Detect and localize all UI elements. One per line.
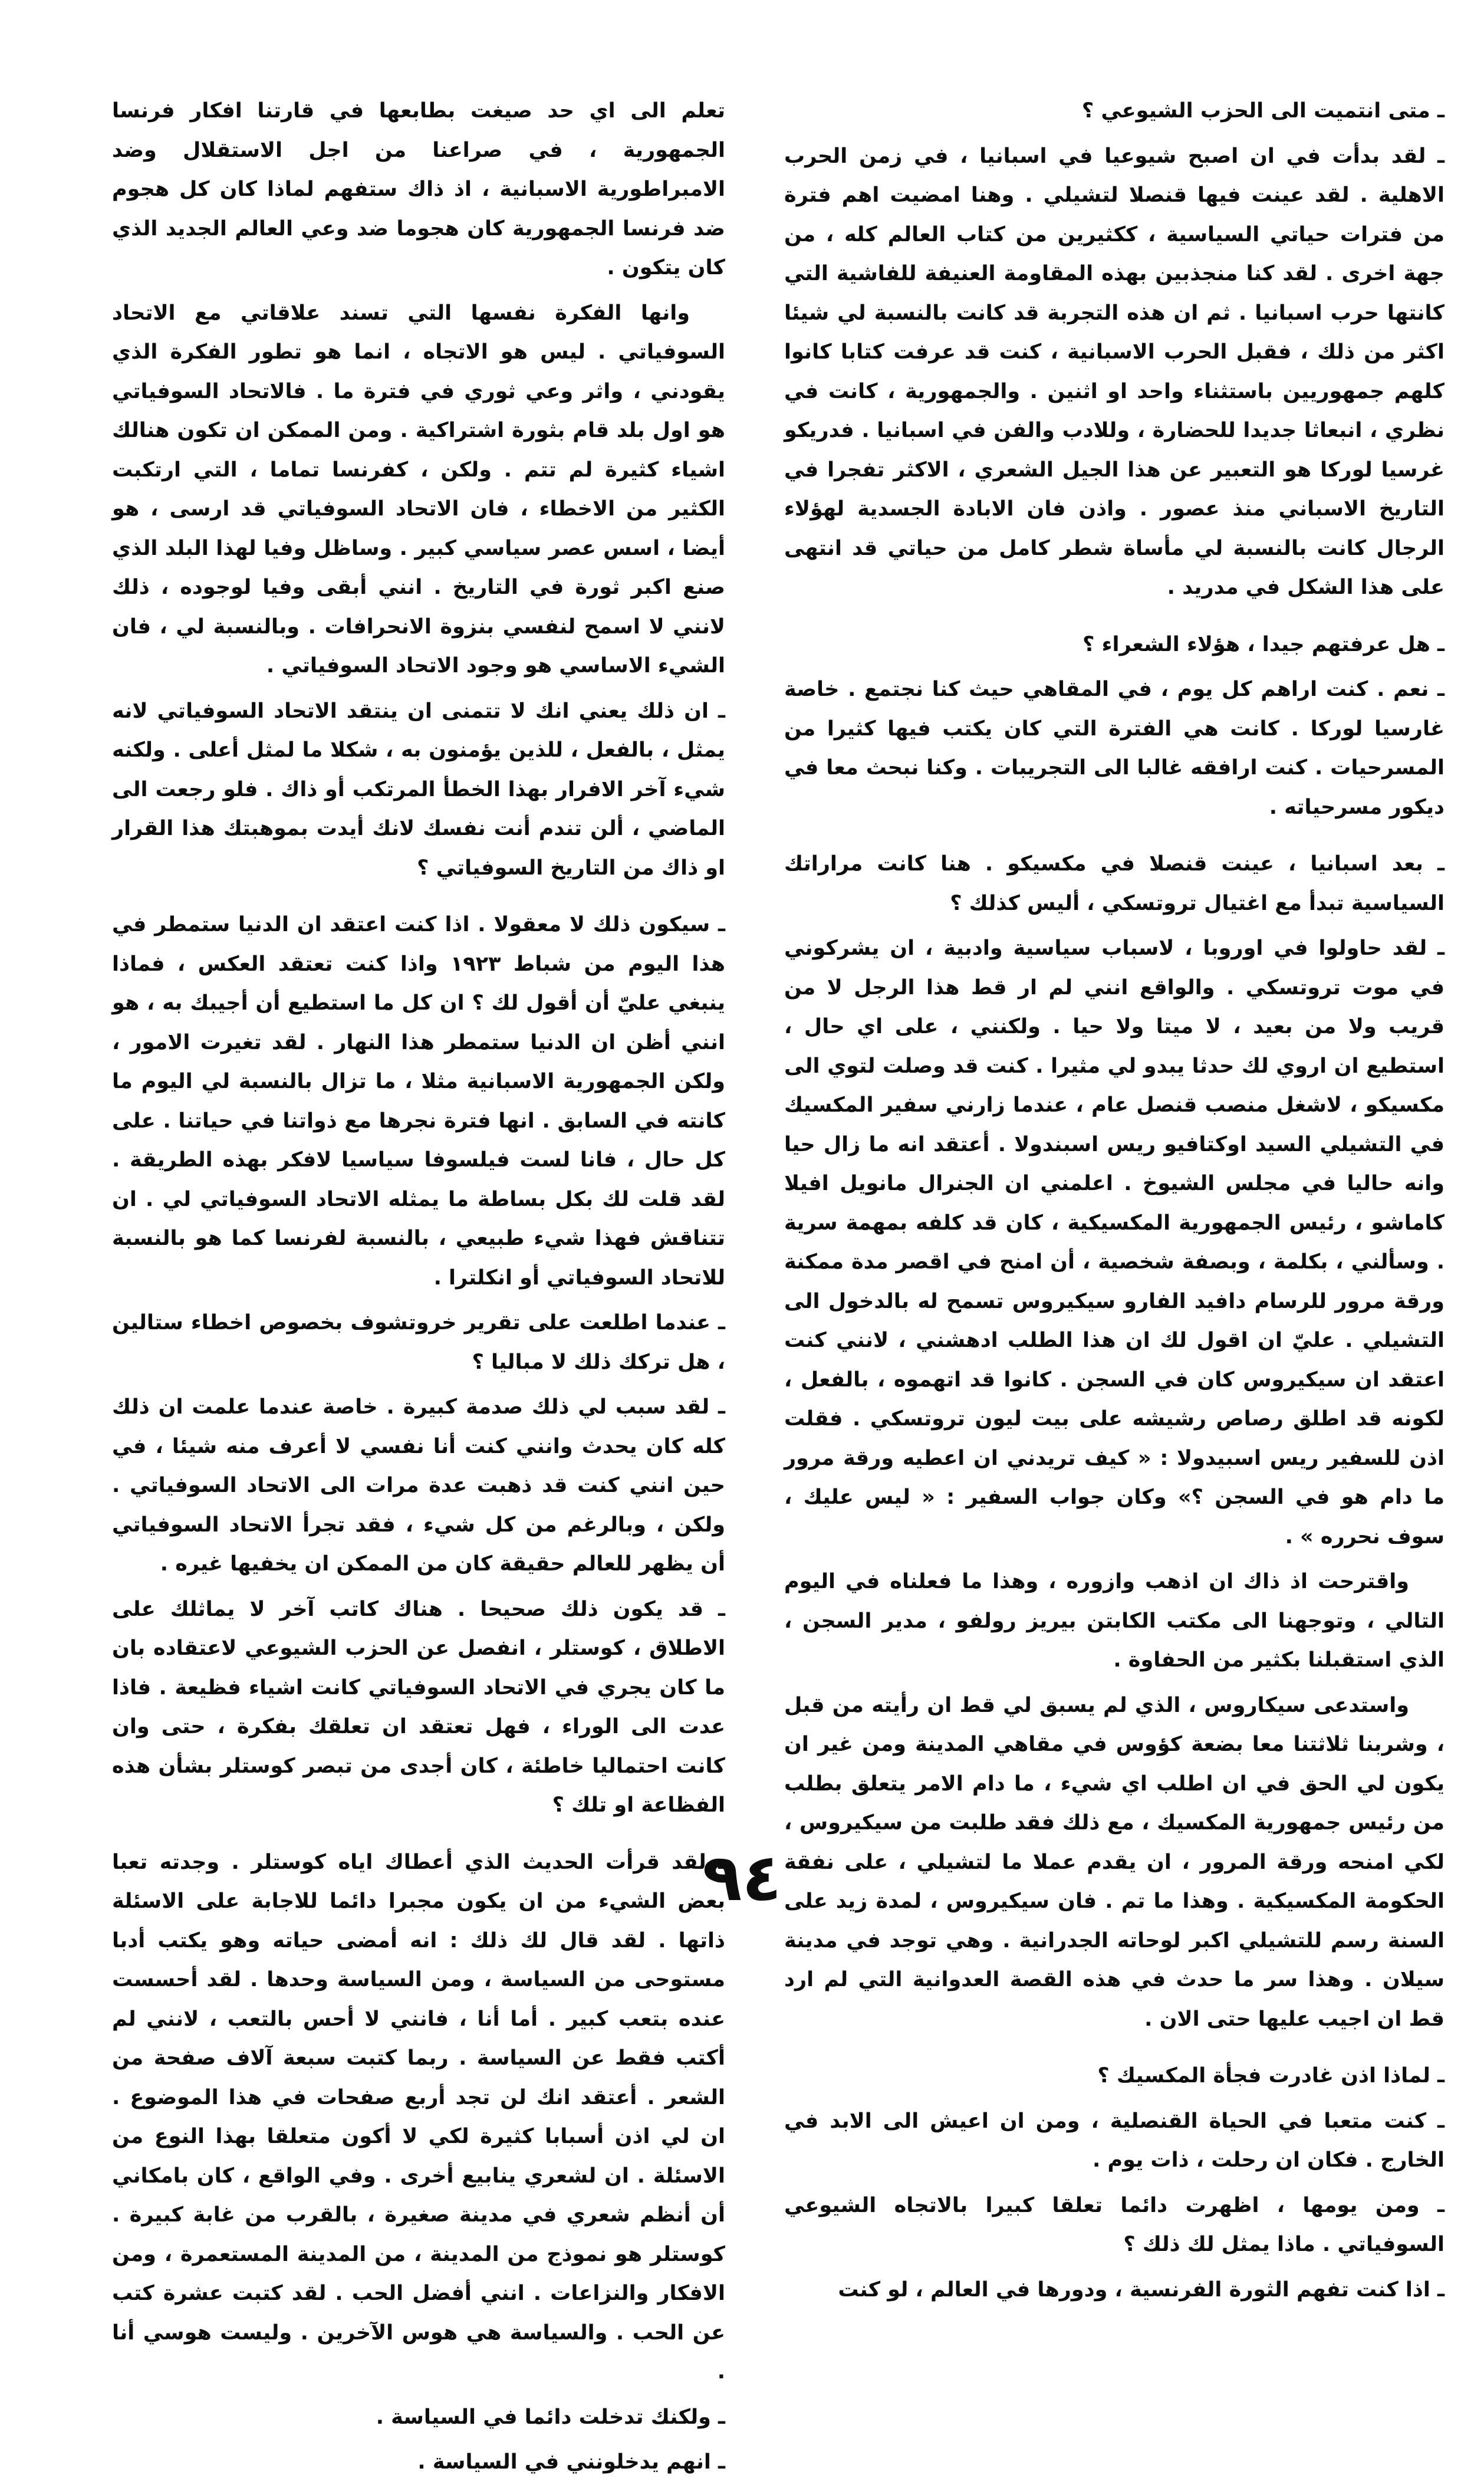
left-column xyxy=(112,91,725,2488)
interview-paragraph: ـ لقد سبب لي ذلك صدمة كبيرة . خاصة عندما علمت ان ذلك كله كان يحدث وانني كنت أنا نفسي لا أعرف منه شيئا ، في حين انني كنت قد ذهبت عدة مرات الى الاتحاد السوفياتي . ولكن ، وبالرغم من كل شيء ، فقد تجرأ الاتحاد السوفياتي أن يظهر للعالم حقيقة كان من الممكن ان يخفيها غيره . xyxy=(112,1395,725,1576)
interview-paragraph: ـ اذا كنت تفهم الثورة الفرنسية ، ودورها في العالم ، لو كنت xyxy=(838,2277,1444,2302)
interview-paragraph: ـ بعد اسبانيا ، عينت قنصلا في مكسيكو . هنا كانت مراراتك السياسية تبدأ مع اغتيال تروتسكي ، أليس كذلك ؟ xyxy=(784,852,1444,915)
interview-paragraph: ـ قد يكون ذلك صحيحا . هناك كاتب آخر لا يماثلك على الاطلاق ، كوستلر ، انفصل عن الحزب الشيوعي لاعتقاده بان ما كان يجري في الاتحاد السوفياتي كانت اشياء فظيعة . فاذا عدت الى الوراء ، فهل تعتقد ان تعلقك بفكرة ، حتى وان كانت احتماليا خاطئة ، كان أجدى من تبصر كوستلر بشأن هذه الفظاعة او تلك ؟ xyxy=(112,1597,725,1817)
interview-paragraph: وانها الفكرة نفسها التي تسند علاقاتي مع الاتحاد السوفياتي . ليس هو الاتجاه ، انما هو تطور الفكرة الذي يقودني ، واثر وعي ثوري في فترة ما . فالاتحاد السوفياتي هو اول بلد قام بثورة اشتراكية . ومن الممكن ان تكون هنالك اشياء كثيرة لم تتم . ولكن ، كفرنسا تماما ، التي ارتكبت الكثير من الاخطاء ، فان الاتحاد السوفياتي قد ارسى ، هو أيضا ، اسس عصر سياسي كبير . وساظل وفيا لهذا البلد الذي صنع اكبر ثورة في التاريخ . انني أبقى وفيا لوجوده ، ذلك لانني لا اسمح لنفسي بنزوة الانحرافات . وبالنسبة لي ، فان الشيء الاساسي هو وجود الاتحاد السوفياتي . xyxy=(112,301,725,678)
right-column xyxy=(784,91,1444,2315)
interview-paragraph: ـ كنت متعبا في الحياة القنصلية ، ومن ان اعيش الى الابد في الخارج . فكان ان رحلت ، ذات يوم . xyxy=(784,2109,1444,2172)
interview-paragraph: ـ ان ذلك يعني انك لا تتمنى ان ينتقد الاتحاد السوفياتي لانه يمثل ، بالفعل ، للذين يؤمنون به ، شكلا ما لمثل أعلى . ولكنه شيء آخر الافرار بهذا الخطأ المرتكب أو ذاك . فلو رجعت الى الماضي ، ألن تندم أنت نفسك لانك أيدت بموهبتك هذا القرار او ذاك من التاريخ السوفياتي ؟ xyxy=(112,699,725,880)
interview-paragraph: ـ ومن يومها ، اظهرت دائما تعلقا كبيرا بالاتجاه الشيوعي السوفياتي . ماذا يمثل لك ذلك ؟ xyxy=(784,2193,1444,2256)
interview-paragraph: ـ ولكنك تدخلت دائما في السياسة . xyxy=(376,2405,725,2429)
page-number: ٩٤ xyxy=(702,1840,782,1915)
interview-paragraph: ـ نعم . كنت اراهم كل يوم ، في المقاهي حيث كنا نجتمع . خاصة غارسيا لوركا . كانت هي الفترة التي كان يكتب فيها كثيرا من المسرحيات . كنت ارافقه غالبا الى التجريبات . وكنا نبحث معا في ديكور مسرحياته . xyxy=(784,678,1444,819)
interview-paragraph: واقترحت اذ ذاك ان اذهب وازوره ، وهذا ما فعلناه في اليوم التالي ، وتوجهنا الى مكتب الكابتن بيريز رولفو ، مدير السجن ، الذي استقبلنا بكثير من الحفاوة . xyxy=(784,1570,1444,1672)
interview-paragraph: ـ لقد قرأت الحديث الذي أعطاك اياه كوستلر . وجدته تعبا بعض الشيء من ان يكون مجبرا دائما للاجابة على الاسئلة ذاتها . لقد قال لك ذلك : انه أمضى حياته وهو يكتب أدبا مستوحى من السياسة ، ومن السياسة وحدها . لقد أحسست عنده بتعب كبير . أما أنا ، فانني لا أحس بالتعب ، لانني لم أكتب فقط عن السياسة . ربما كتبت سبعة آلاف صفحة من الشعر . أعتقد انك لن تجد أربع صفحات في هذا الموضوع . ان لي اذن أسبابا كثيرة لكي لا أكون متعلقا بهذا النوع من الاسئلة . ان لشعري ينابيع أخرى . وفي الواقع ، كان بامكاني أن أنظم شعري في مدينة صغيرة ، بالقرب من غابة كبيرة . كوستلر هو نموذج من المدينة ، من المدينة المستعمرة ، ومن الافكار والنزاعات . انني أفضل الحب . لقد كتبت عشرة كتب عن الحب . والسياسة هي هوس الآخرين . وليست هوسي أنا . xyxy=(112,1850,725,2384)
interview-paragraph: واستدعى سيكاروس ، الذي لم يسبق لي قط ان رأيته من قبل ، وشربنا ثلاثتنا معا بضعة كؤوس في مقاهي المدينة ومن غير ان يكون لي الحق في ان اطلب اي شيء ، ما دام الامر يتعلق بطلب من رئيس جمهورية المكسيك ، مع ذلك فقد طلبت من سيكيروس ، لكي امنحه ورقة المرور ، ان يقدم عملا ما لتشيلي ، على نفقة الحكومة المكسيكية . وهذا ما تم . فان سيكيروس ، لمدة زيد على السنة رسم للتشيلي اكبر لوحاته الجدرانية . وهي توجد في مدينة سيلان . وهذا سر ما حدث في هذه القصة العدوانية التي لم ارد قط ان اجيب عليها حتى الان . xyxy=(784,1693,1444,2031)
interview-question: ـ لماذا اذن غادرت فجأة المكسيك ؟ xyxy=(1097,2064,1444,2088)
interview-paragraph: ـ لقد بدأت في ان اصبح شيوعيا في اسبانيا ، في زمن الحرب الاهلية . لقد عينت فيها قنصلا لتشيلي . وهنا امضيت اهم فترة من فترات حياتي السياسية ، ككثيرين من كتاب العالم كله ، من جهة اخرى . لقد كنا منجذبين بهذه المقاومة العنيفة للفاشية التي كانتها حرب اسبانيا . ثم ان هذه التجربة قد كانت بالنسبة لي شيئا اكثر من ذلك ، فقبل الحرب الاسبانية ، كنت قد عرفت كتابا كانوا كلهم جمهوريين باستثناء واحد او اثنين . والجمهورية ، كانت في نظري ، انبعاثا جديدا للحضارة ، وللادب والفن في اسبانيا . فدريكو غرسيا لوركا هو التعبير عن هذا الجيل الشعري ، الاكثر تفجرا في التاريخ الاسباني منذ عصور . واذن فان الابادة الجسدية لهؤلاء الرجال كانت بالنسبة لي مأساة شطر كامل من حياتي قد انتهى على هذا الشكل في مدريد . xyxy=(784,144,1444,599)
interview-paragraph: ـ انهم يدخلونني في السياسة . xyxy=(417,2450,725,2474)
interview-paragraph: ـ سيكون ذلك لا معقولا . اذا كنت اعتقد ان الدنيا ستمطر في هذا اليوم من شباط ١٩٢٣ واذا كنت تعتقد العكس ، فماذا ينبغي عليّ أن أقول لك ؟ ان كل ما استطيع أن أجيبك به ، هو انني أظن ان الدنيا ستمطر هذا النهار . لقد تغيرت الامور ، ولكن الجمهورية الاسبانية مثلا ، ما تزال بالنسبة لي اليوم ما كانته في السابق . انها فترة نجرها مع ذواتنا في حياتنا . على كل حال ، فانا لست فيلسوفا سياسيا لافكر بهذه الطريقة . لقد قلت لك بكل بساطة ما يمثله الاتحاد السوفياتي لي . ان تتناقش فهذا شيء طبيعي ، بالنسبة لفرنسا كما هو بالنسبة للاتحاد السوفياتي أو انكلترا . xyxy=(112,913,726,1290)
interview-question: ـ هل عرفتهم جيدا ، هؤلاء الشعراء ؟ xyxy=(1082,632,1444,656)
interview-paragraph: ـ عندما اطلعت على تقرير خروتشوف بخصوص اخطاء ستالين ، هل تركك ذلك لا مباليا ؟ xyxy=(112,1311,725,1374)
interview-paragraph: ـ لقد حاولوا في اوروبا ، لاسباب سياسية وادبية ، ان يشركوني في موت تروتسكي . والواقع انني لم ار قط هذا الرجل لا من قريب ولا من بعيد ، لا ميتا ولا حيا . ولكنني ، على اي حال ، استطيع ان اروي لك حدثا يبدو لي مثيرا . كنت قد وصلت لتوي الى مكسيكو ، لاشغل منصب قنصل عام ، عندما زارني سفير المكسيك في التشيلي السيد اوكتافيو ريس اسبندولا . أعتقد انه ما زال حيا وانه حاليا في مجلس الشيوخ . اعلمني ان الجنرال مانويل افيلا كاماشو ، رئيس الجمهورية المكسيكية ، كان قد كلفه بمهمة سرية . وسألني ، بكلمة ، وبصفة شخصية ، أن امنح في اقصر مدة ممكنة ورقة مرور للرسام دافيد الفارو سيكيروس تسمح له بالدخول الى التشيلي . عليّ ان اقول لك ان هذا الطلب ادهشني ، لانني كنت اعتقد ان سيكيروس كان في السجن . كانوا قد اتهموه ، بالفعل ، لكونه قد اطلق رصاص رشيشه على بيت ليون تروتسكي . فقلت اذن للسفير ريس اسبيدولا : « كيف تريدني ان اعطيه ورقة مرور ما دام هو في السجن ؟» وكان جواب السفير : « ليس عليك ، سوف نحرره » . xyxy=(784,936,1444,1549)
interview-question: ـ متى انتميت الى الحزب الشيوعي ؟ xyxy=(1081,99,1444,123)
interview-paragraph: تعلم الى اي حد صيغت بطابعها في قارتنا افكار فرنسا الجمهورية ، في صراعنا من اجل الاستقلال وضد الامبراطورية الاسبانية ، اذ ذاك ستفهم لماذا كان كل هجوم ضد فرنسا الجمهورية كان هجوما ضد وعي العالم الجديد الذي كان يتكون . xyxy=(112,99,725,280)
